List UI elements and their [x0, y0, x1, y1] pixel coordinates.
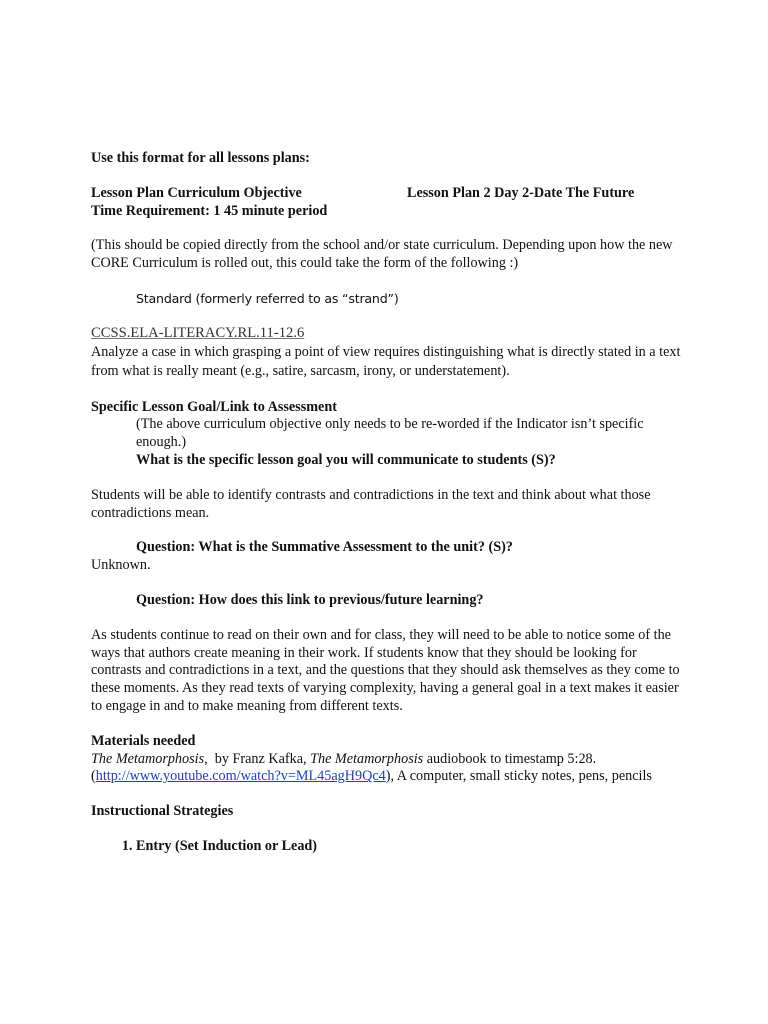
objective-label: Lesson Plan Curriculum Objective — [91, 184, 302, 201]
materials-rest: ), A computer, small sticky notes, pens, pencils — [385, 768, 652, 785]
ccss-code: CCSS.ELA-LITERACY.RL.11-12.6 — [91, 324, 305, 341]
time-requirement: Time Requirement: 1 45 minute period — [91, 202, 328, 219]
link-question: Question: How does this link to previous/future learning? — [136, 591, 484, 608]
strategies-heading: Instructional Strategies — [91, 803, 234, 820]
goal-answer: Students will be able to identify contrasts and contradictions in the text and think about what those contradictions mean. — [91, 486, 651, 521]
list-item: 1. Entry (Set Induction or Lead) — [136, 838, 681, 856]
audiobook-text: audiobook to timestamp 5:28.( — [91, 750, 597, 785]
summative-answer: Unknown. — [91, 557, 151, 574]
link-answer: As students continue to read on their own and for class, they will need to be able to notice some of the ways that authors create meaning in their work. If students know that they should be looking for contrasts and contradictions in a text, and the questions that they should ask themselves as they come to these moments. As they read texts of varying complexity, having a general goal in a text makes it easier to engage in and to make meaning from different texts. — [91, 626, 680, 714]
goal-question: What is the specific lesson goal you will communicate to students (S)? — [136, 451, 556, 468]
strategies-list — [91, 838, 681, 856]
lesson-title: Lesson Plan 2 Day 2-Date The Future — [407, 184, 635, 201]
format-heading: Use this format for all lessons plans: — [91, 150, 310, 166]
lesson-plan-page — [91, 150, 681, 856]
goal-heading: Specific Lesson Goal/Link to Assessment — [91, 398, 337, 415]
ccss-text: Analyze a case in which grasping a point of view requires distinguishing what is directly stated in a text from what is really meant (e.g., satire, sarcasm, irony, or understatement). — [91, 343, 681, 380]
book-title-1: The Metamorphosis, — [91, 750, 208, 767]
curriculum-note: (This should be copied directly from the school and/or state curriculum. Depending upon how the new CORE Curriculum is rolled out, this could take the form of the following :) — [91, 237, 673, 272]
book-title-2: The Metamorphosis — [310, 750, 424, 767]
materials-heading: Materials needed — [91, 732, 196, 749]
summative-question: Question: What is the Summative Assessment to the unit? (S)? — [136, 539, 513, 556]
youtube-link[interactable]: http://www.youtube.com/watch?v=ML45agH9Qc4 — [95, 768, 386, 785]
objective-row — [91, 185, 681, 203]
by-author: by Franz Kafka, — [207, 750, 311, 767]
materials-text — [91, 751, 681, 787]
standard-line: Standard (formerly referred to as “strand”) — [136, 290, 399, 306]
goal-note: (The above curriculum objective only needs to be re-worded if the Indicator isn’t specific enough.) — [136, 416, 644, 451]
